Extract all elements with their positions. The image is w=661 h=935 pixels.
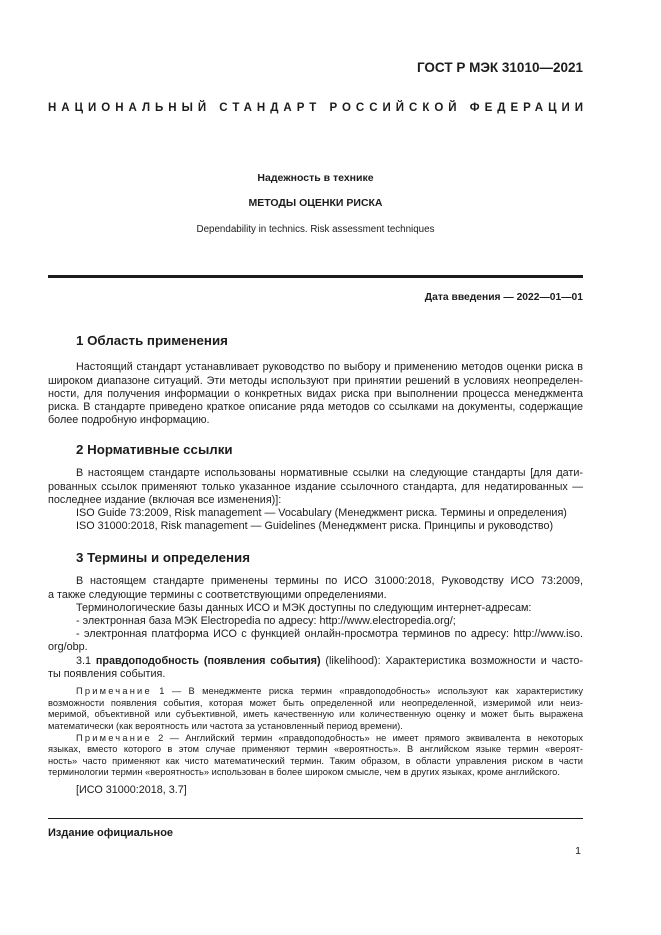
effective-date: Дата введения — 2022—01—01 [424,291,583,303]
note-first-line [48,733,583,745]
note-line: ность» часто применяют как чисто математический термин. Таким образом, в области управления риском в части [48,755,583,766]
paragraph-line: Терминологические базы данных ИСО и МЭК доступны по следующим интернет-адресам: [76,601,532,614]
paragraph-line: рованных ссылок применяют только указанное издание ссылочного стандарта, для недатированных — [48,480,583,493]
title-divider [48,275,583,278]
note-label: Примечание [76,732,152,743]
page-number: 1 [575,844,581,857]
term-number: 3.1 [76,655,92,668]
term-notes [48,686,583,779]
note-line: математически (как вероятность или частота за установленный период времени). [48,720,403,731]
section-heading-normative-references: 2 Нормативные ссылки [76,442,233,457]
section-heading-scope: 1 Область применения [76,333,228,348]
note-label: Примечание [76,686,152,697]
paragraph-line: В настоящем стандарте использованы нормативные ссылки на следующие стандарты [для дати- [76,467,583,480]
note-line: терминологии термин «вероятность» использован в более широком смысле, чем в других языках, кроме английского. [48,767,560,778]
note-line: возможности появления события, которая может быть определенной или неопределенной, измеримой или неиз- [48,697,583,708]
footer-divider [48,818,583,819]
standard-category: Надежность в технике [257,171,374,184]
note-line: языках, вместо которого в этом случае применяют термин «вероятность». В английском языке термин «вероят- [48,744,583,755]
paragraph-line: а также следующие термины с соответствующими определениями. [48,588,387,601]
term-source-text: [ИСО 31000:2018, 3.7] [76,784,187,797]
note-text: — В менеджменте риска термин «правдоподобность» используют как характеристику [171,686,583,697]
document-code: ГОСТ Р МЭК 31010—2021 [416,60,583,75]
note-text: — Английский термин «правдоподобность» не имеет прямого эквивалента в некоторых [169,732,583,743]
database-item: - электронная база МЭК Electropedia по адресу: http://www.electropedia.org/; [76,615,456,627]
term-definition-line: ты появления события. [48,668,166,681]
paragraph-line: ности, для получения информации о конкретных видах риска при выполнении процесса менеджмента [48,387,583,400]
paragraph-line: Настоящий стандарт устанавливает руководство по выбору и применению методов оценки риска в [76,361,583,374]
reference-item: ISO 31000:2018, Risk management — Guidelines (Менеджмент риска. Принципы и руководство) [76,520,554,533]
standard-title-english: Dependability in technics. Risk assessment techniques [196,224,435,235]
database-item: - электронная платформа ИСО с функцией онлайн-просмотра терминов по адресу: http://www.iso. [76,628,583,641]
normative-references-paragraph [48,467,583,533]
national-standard-text: НАЦИОНАЛЬНЫЙ СТАНДАРТ РОССИЙСКОЙ ФЕДЕРАЦИИ [48,102,588,114]
term-definition [48,655,583,681]
scope-paragraph [48,361,583,427]
note-number: 1 [159,686,165,697]
paragraph-line: последнее издание (включая все изменения)]: [48,493,282,506]
paragraph-line: риска. В стандарте приведено краткое описание ряда методов со ссылками на документы, содержащие [48,401,583,413]
section-heading-terms: 3 Термины и определения [76,550,250,565]
term-name: правдоподобность (появления события) [95,655,321,668]
note-line: меримой, объективной или субъективной, иметь качественную или количественную оценку и может быть выражена [48,709,583,720]
term-source [48,784,583,797]
national-standard-title [48,101,588,115]
term-definition-line [48,655,583,668]
note-first-line [48,686,583,698]
paragraph-line: более подробную информацию. [48,414,210,427]
note-number: 2 [158,732,164,743]
term-definition-text: (likelihood): Характеристика возможности и часто- [325,655,584,668]
standard-title: МЕТОДЫ ОЦЕНКИ РИСКА [248,196,383,209]
reference-item: ISO Guide 73:2009, Risk management — Vocabulary (Менеджмент риска. Термины и определения) [76,507,567,519]
official-edition-label: Издание официальное [48,826,174,839]
terms-intro [48,575,583,654]
paragraph-line: широком диапазоне ситуаций. Эти методы используют при принятии решений в условиях неопределен- [48,374,583,387]
database-item-continuation: org/obp. [48,641,88,654]
paragraph-line: В настоящем стандарте применены термины по ИСО 31000:2018, Руководству ИСО 73:2009, [76,575,583,588]
